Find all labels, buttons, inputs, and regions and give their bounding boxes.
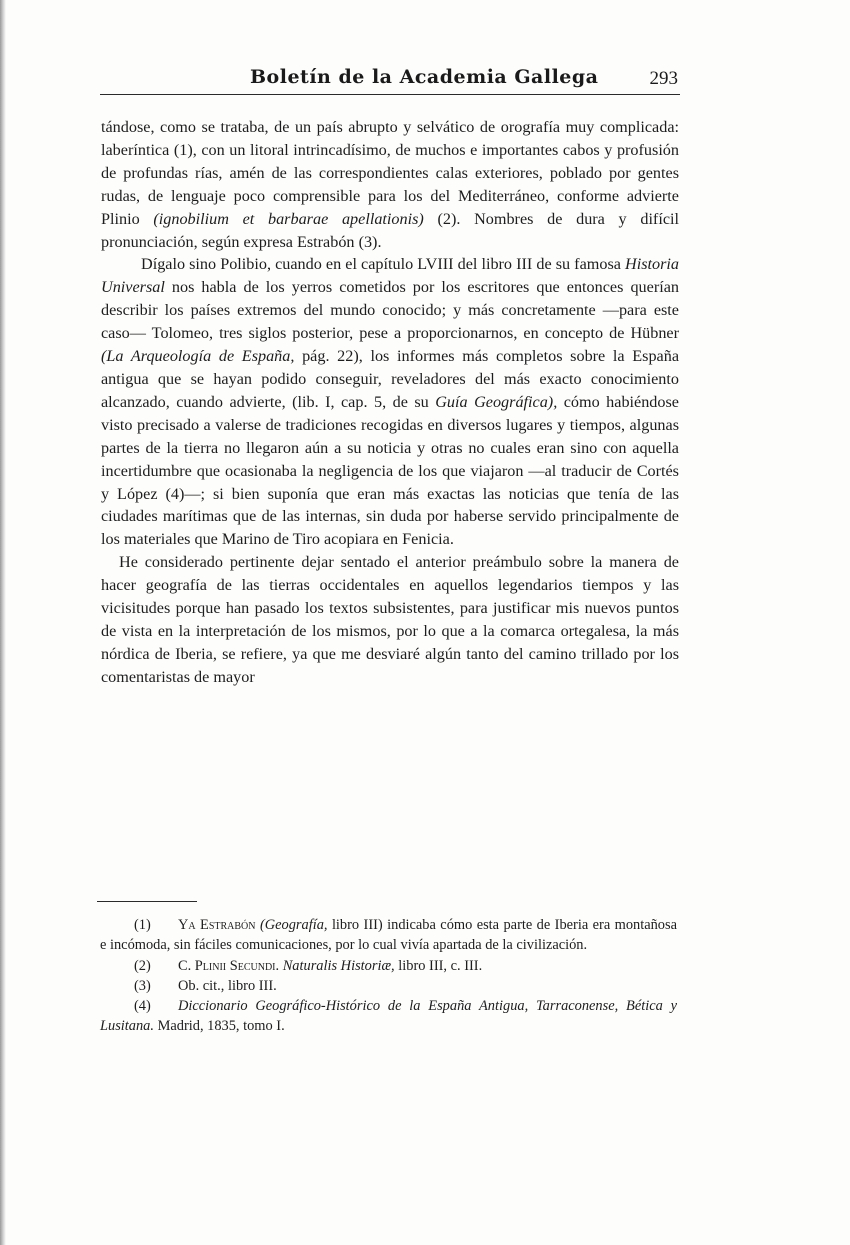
footnote-2-work: Naturalis Historiæ, — [282, 957, 395, 974]
footnote-3 — [100, 976, 677, 996]
footnote-1-work: (Geografía, — [259, 917, 328, 933]
footnote-1 — [100, 915, 677, 956]
footnote-1-number: (1) — [134, 917, 151, 933]
paragraph-2-part-c: pág. 22), los informes más completos sobre la España antigua que se hayan podido conseguir, reveladores del más exacto conocimiento alcanzado, cuando advierte, (lib. I, cap. 5, de su — [101, 347, 679, 411]
work-title-guia: Guía Geográfica), — [435, 392, 558, 411]
footnote-4 — [100, 996, 677, 1037]
footnote-divider — [97, 901, 197, 902]
paragraph-2-part-d: cómo habiéndose visto precisado a valerse de tradiciones recogidas en diversos lugares y tiempos, algunas partes de la tierra no llegaron aún a su noticia y otras no cuales eran sino con aquella incertidumbre que ocasionaba la negligencia de los que viajaron —al traducir de Cortés y López (4)—; si bien suponía que eran más exactas las noticias que tenía de las ciudades marítimas que de las internas, sin duda por haberse servido principalmente de los materiales que Marino de Tiro acopiara en Fenicia. — [101, 392, 679, 549]
footnote-2 — [100, 956, 677, 976]
page-binding-shadow — [0, 0, 6, 1245]
work-title-historia: Historia Universal — [101, 255, 679, 297]
footnote-2-author: C. Plinii Secundi. — [178, 957, 280, 974]
footnotes — [100, 915, 677, 1037]
paragraph-2-part-b: nos habla de los yerros cometidos por los escritores que entonces querían describir los países extremos del mundo conocido; y más concretamente —para este caso— Tolomeo, tres siglos posterior, pese a proporcionarnos, en concepto de Hübner — [101, 278, 679, 343]
paragraph-3: He considerado pertinente dejar sentado el anterior preámbulo sobre la manera de hacer geografía de las tierras occidentales en aquellos legendarios tiempos y las vicisitudes porque han pasado los textos subsistentes, para justificar mis nuevos puntos de vista en la interpretación de los mismos, por lo que a la comarca ortegalesa, la más nórdica de Iberia, se refiere, ya que me desviaré algún tanto del camino trillado por los comentaristas de mayor — [101, 553, 679, 686]
footnote-1-author: Ya Estrabón — [178, 917, 256, 933]
paragraph-2 — [101, 253, 679, 551]
main-text — [101, 116, 679, 689]
latin-quote: (ignobilium et barbarae apellationis) — [153, 209, 424, 228]
paragraph-1-end: (2). Nombres de dura y difícil pronunciación, según expresa Estrabón (3). — [101, 209, 680, 251]
footnote-2-number: (2) — [134, 957, 151, 974]
work-title-arqueologia: (La Arqueología de España, — [101, 347, 295, 366]
page-header — [100, 64, 680, 95]
paragraph-1-text: tándose, como se trataba, de un país abrupto y selvático de orografía muy complicada: laberíntica (1), con un litoral intrincadísimo, de muchos e importantes cabos y profusión de profundas rías, amén de las correspondientes calas exteriores, poblado por gentes rudas, de lenguaje poco comprensible para los del Mediterráneo, conforme advierte Plinio — [101, 118, 679, 228]
footnote-4-number: (4) — [134, 998, 151, 1015]
footnote-4-work: Diccionario Geográfico-Histórico de la España Antigua, Tarraconense, Bética y Lusitana. — [100, 998, 677, 1035]
footnote-4-text: Madrid, 1835, tomo I. — [153, 1018, 285, 1035]
footnote-2-text: libro III, c. III. — [394, 957, 483, 974]
footnote-3-number: (3) — [134, 977, 151, 994]
paragraph-2-part-a: Dígalo sino Polibio, cuando en el capítulo LVIII del libro III de su famosa — [141, 255, 626, 274]
page-number: 293 — [649, 68, 678, 89]
footnote-1-text: libro III) indicaba cómo esta parte de Iberia era montañosa e incómoda, sin fáciles comunicaciones, por lo cual vivía apartada de la civilización. — [100, 917, 677, 954]
paragraph-1 — [101, 116, 679, 253]
running-title: Boletín de la Academia Gallega — [250, 66, 599, 88]
footnote-3-text: Ob. cit., libro III. — [178, 977, 277, 994]
